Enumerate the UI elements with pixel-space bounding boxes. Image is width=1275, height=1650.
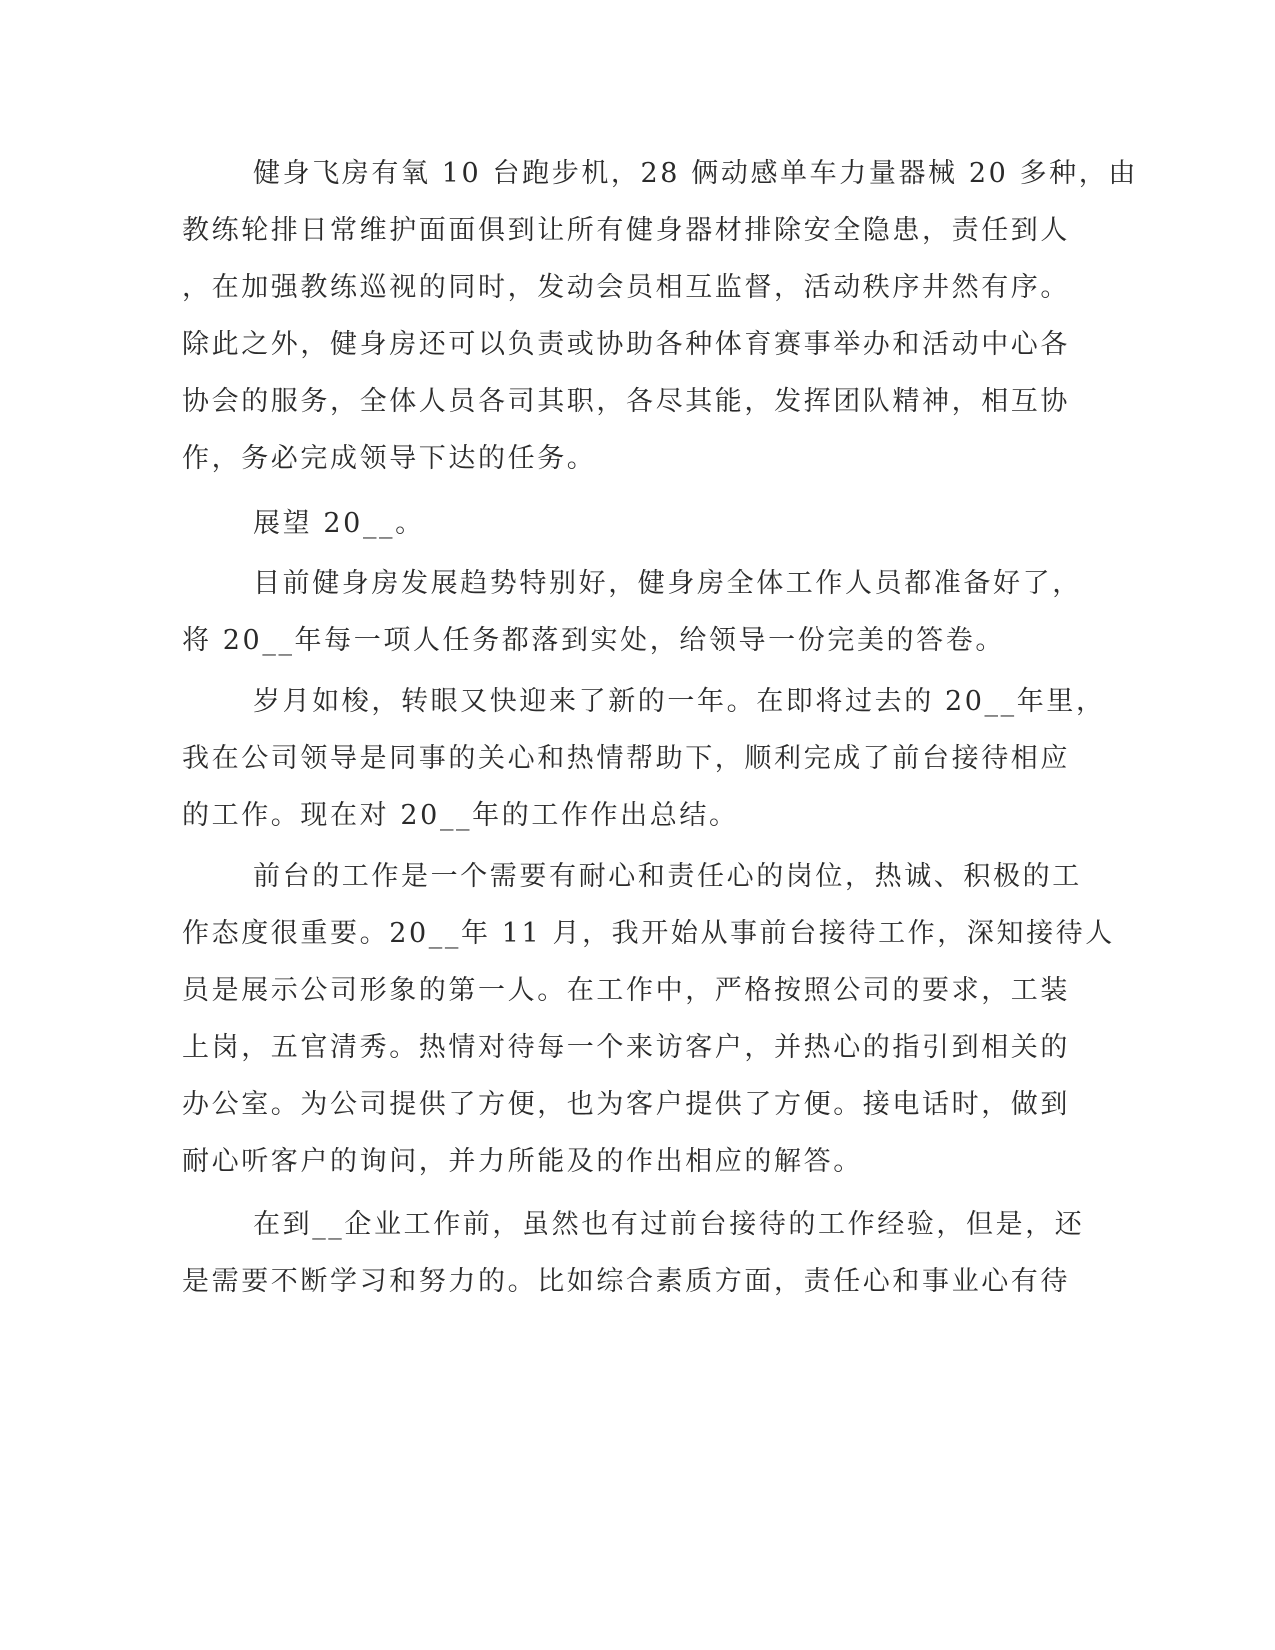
text-line: 展望 20__。 xyxy=(253,508,425,539)
text-line: 目前健身房发展趋势特别好，健身房全体工作人员都准备好了， xyxy=(253,568,1082,599)
text-line: 的工作。现在对 20__年的工作作出总结。 xyxy=(182,800,739,831)
text-line: 是需要不断学习和努力的。比如综合素质方面，责任心和事业心有待 xyxy=(182,1266,1070,1297)
text-line: 在到__企业工作前，虽然也有过前台接待的工作经验，但是，还 xyxy=(253,1209,1085,1240)
text-line: 除此之外，健身房还可以负责或协助各种体育赛事举办和活动中心各 xyxy=(182,329,1070,360)
text-line: 员是展示公司形象的第一人。在工作中，严格按照公司的要求，工装 xyxy=(182,975,1070,1006)
text-line: 上岗，五官清秀。热情对待每一个来访客户，并热心的指引到相关的 xyxy=(182,1032,1070,1063)
text-line: 将 20__年每一项人任务都落到实处，给领导一份完美的答卷。 xyxy=(182,625,1005,656)
text-line: 前台的工作是一个需要有耐心和责任心的岗位，热诚、积极的工 xyxy=(253,861,1082,892)
text-line: 教练轮排日常维护面面俱到让所有健身器材排除安全隐患，责任到人 xyxy=(182,215,1070,246)
text-line: 健身飞房有氧 10 台跑步机，28 俩动感单车力量器械 20 多种，由 xyxy=(253,158,1138,189)
text-line: 耐心听客户的询问，并力所能及的作出相应的解答。 xyxy=(182,1146,863,1177)
text-line: 作态度很重要。20__年 11 月，我开始从事前台接待工作，深知接待人 xyxy=(182,918,1115,949)
text-line: 岁月如梭，转眼又快迎来了新的一年。在即将过去的 20__年里， xyxy=(253,686,1106,717)
text-line: 我在公司领导是同事的关心和热情帮助下，顺利完成了前台接待相应 xyxy=(182,743,1070,774)
text-line: 协会的服务，全体人员各司其职，各尽其能，发挥团队精神，相互协 xyxy=(182,386,1070,417)
text-line: ，在加强教练巡视的同时，发动会员相互监督，活动秩序井然有序。 xyxy=(182,272,1070,303)
text-line: 办公室。为公司提供了方便，也为客户提供了方便。接电话时，做到 xyxy=(182,1089,1070,1120)
text-line: 作，务必完成领导下达的任务。 xyxy=(182,443,597,474)
